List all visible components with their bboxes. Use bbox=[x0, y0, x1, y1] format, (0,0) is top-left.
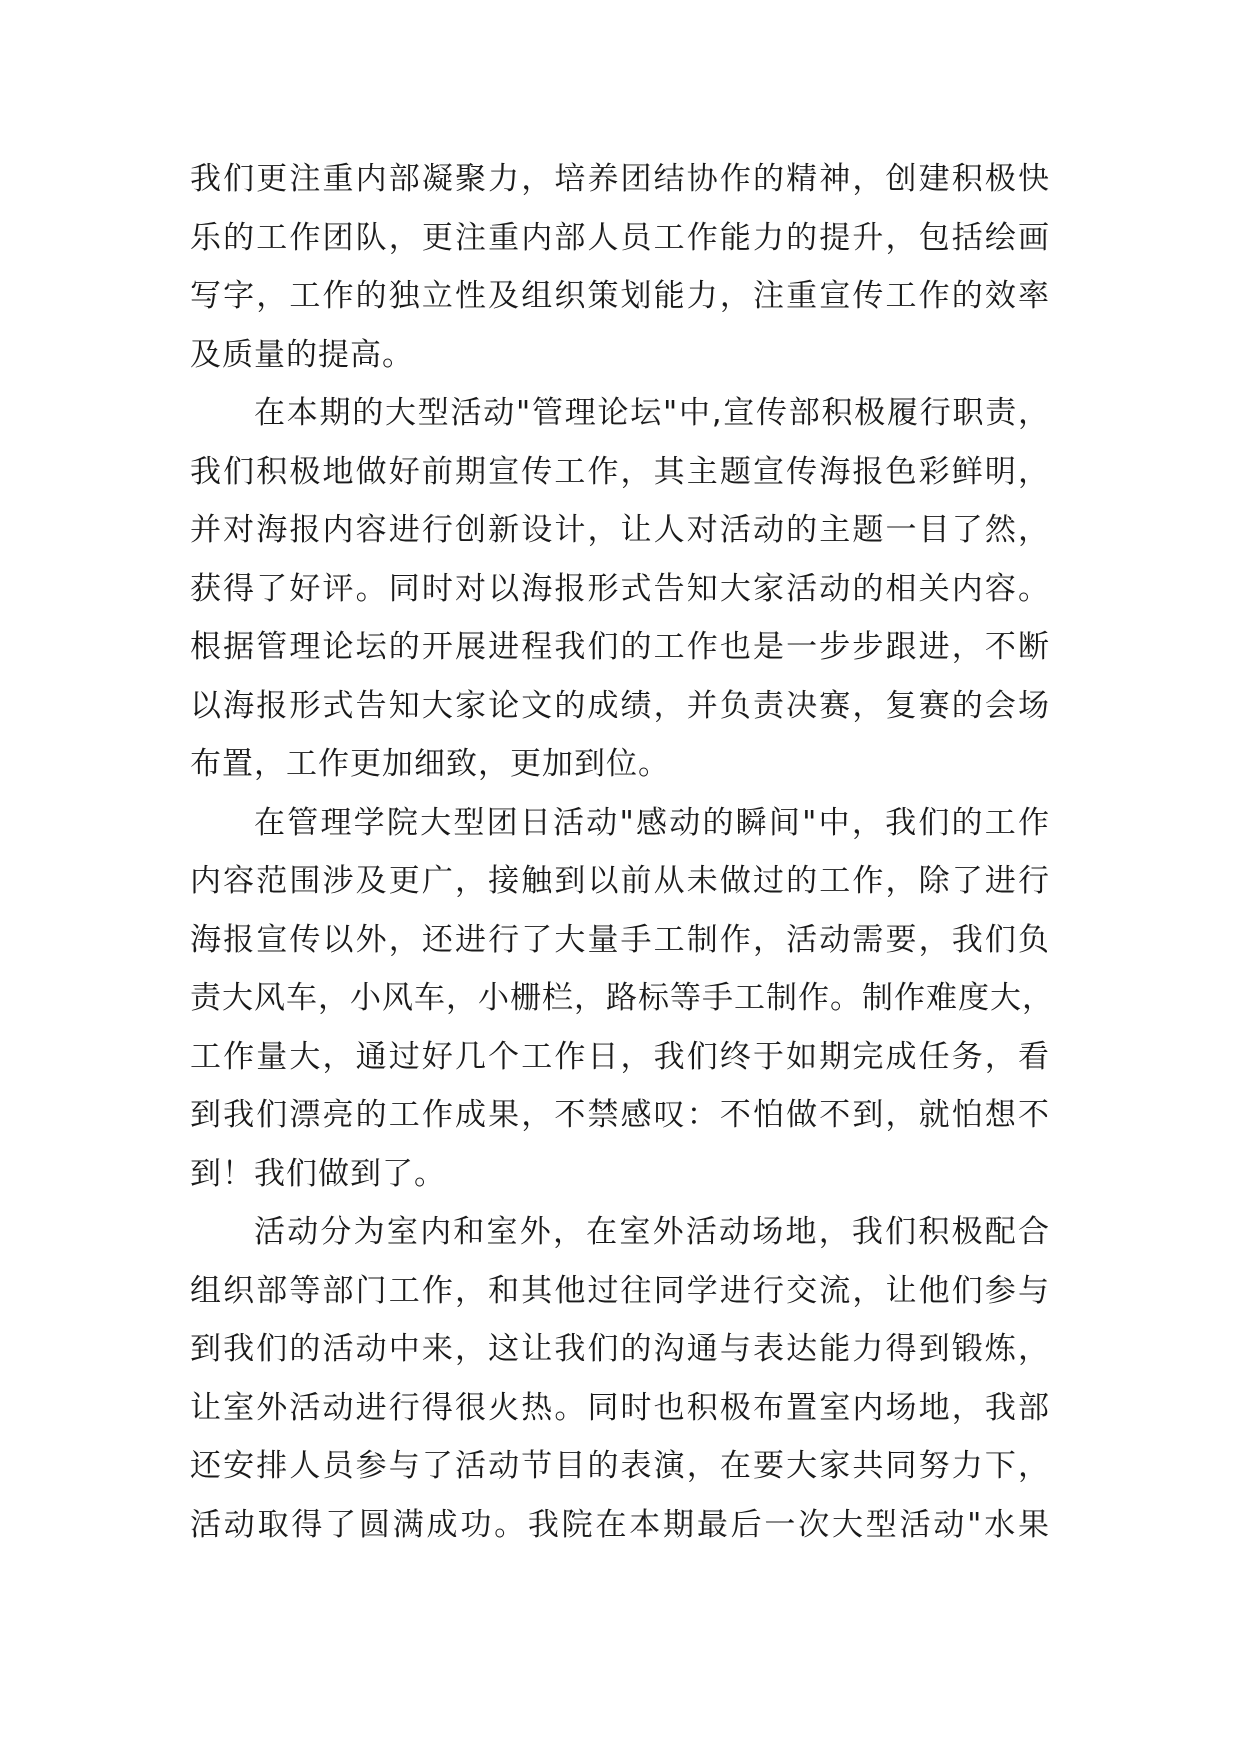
text-line: 组织部等部门工作，和其他过往同学进行交流，让他们参与 bbox=[190, 1272, 1050, 1309]
text-line: 布置，工作更加细致，更加到位。 bbox=[190, 746, 670, 782]
text-line: 写字，工作的独立性及组织策划能力，注重宣传工作的效率 bbox=[190, 278, 1050, 314]
text-line: 内容范围涉及更广，接触到以前从未做过的工作，除了进行 bbox=[190, 863, 1050, 899]
text-line: 到我们的活动中来，这让我们的沟通与表达能力得到锻炼， bbox=[190, 1331, 1050, 1367]
text-line: 乐的工作团队，更注重内部人员工作能力的提升，包括绘画 bbox=[190, 219, 1050, 256]
text-line: 获得了好评。同时对以海报形式告知大家活动的相关内容。 bbox=[190, 570, 1050, 607]
paragraph-first-line: 在本期的大型活动"管理论坛"中,宣传部积极履行职责， bbox=[254, 395, 1050, 431]
text-line: 还安排人员参与了活动节目的表演，在要大家共同努力下， bbox=[190, 1448, 1050, 1484]
document-body bbox=[190, 150, 1054, 1554]
paragraph-first-line: 活动分为室内和室外，在室外活动场地，我们积极配合 bbox=[254, 1214, 1050, 1250]
text-line: 并对海报内容进行创新设计，让人对活动的主题一目了然， bbox=[190, 512, 1050, 548]
text-line: 海报宣传以外，还进行了大量手工制作，活动需要，我们负 bbox=[190, 921, 1050, 958]
text-line: 到！我们做到了。 bbox=[190, 1155, 446, 1192]
text-line: 到我们漂亮的工作成果，不禁感叹：不怕做不到，就怕想不 bbox=[190, 1097, 1050, 1133]
text-line: 活动取得了圆满成功。我院在本期最后一次大型活动"水果 bbox=[190, 1506, 1050, 1543]
text-line: 我们更注重内部凝聚力，培养团结协作的精神，创建积极快 bbox=[190, 161, 1050, 197]
text-line: 及质量的提高。 bbox=[190, 336, 414, 373]
text-line: 责大风车，小风车，小栅栏，路标等手工制作。制作难度大， bbox=[190, 980, 1054, 1016]
text-line: 让室外活动进行得很火热。同时也积极布置室内场地，我部 bbox=[190, 1389, 1050, 1426]
text-line: 根据管理论坛的开展进程我们的工作也是一步步跟进，不断 bbox=[190, 629, 1050, 665]
text-line: 工作量大，通过好几个工作日，我们终于如期完成任务，看 bbox=[190, 1038, 1050, 1075]
text-line: 以海报形式告知大家论文的成绩，并负责决赛，复赛的会场 bbox=[190, 687, 1050, 724]
paragraph-first-line: 在管理学院大型团日活动"感动的瞬间"中，我们的工作 bbox=[254, 804, 1050, 841]
text-line: 我们积极地做好前期宣传工作，其主题宣传海报色彩鲜明， bbox=[190, 453, 1050, 490]
